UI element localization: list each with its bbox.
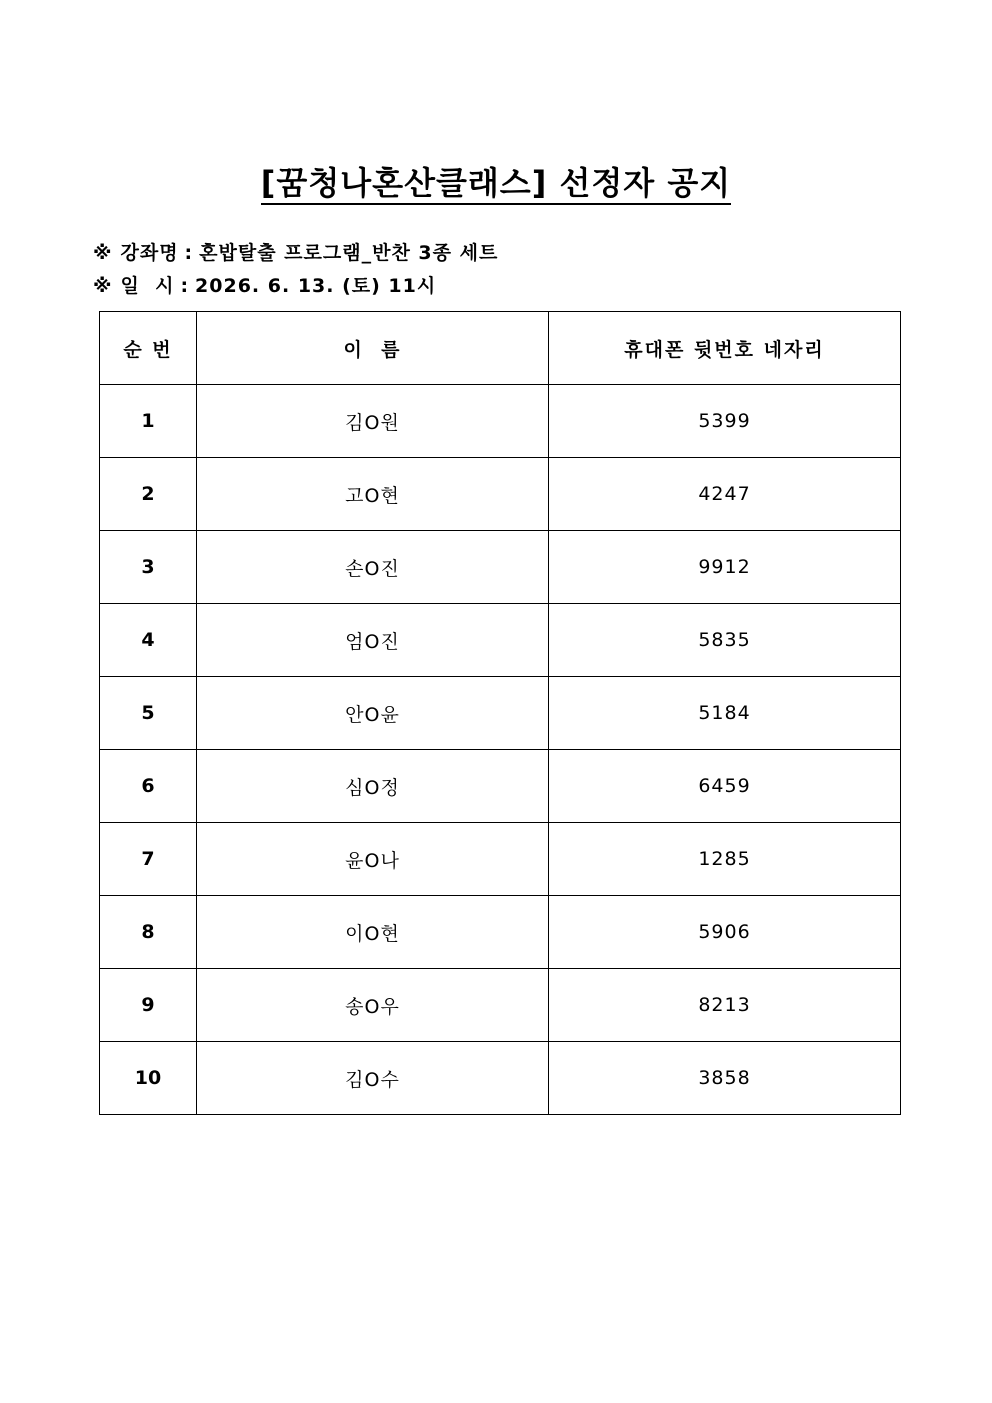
table-row [100, 458, 901, 531]
row-name: 고O현 [197, 458, 549, 531]
row-name: 심O정 [197, 750, 549, 823]
row-number: 5 [100, 677, 197, 750]
row-name: 이O현 [197, 896, 549, 969]
table-row [100, 604, 901, 677]
page-title-text: [꿈청나혼산클래스] 선정자 공지 [261, 164, 731, 205]
row-phone: 1285 [549, 823, 901, 896]
course-info-line [93, 238, 498, 265]
row-phone: 9912 [549, 531, 901, 604]
row-phone: 3858 [549, 1042, 901, 1115]
table-row [100, 969, 901, 1042]
row-name: 엄O진 [197, 604, 549, 677]
date-label: 일 시 [120, 275, 175, 297]
table-row [100, 385, 901, 458]
header-number: 순 번 [100, 312, 197, 385]
row-phone: 5906 [549, 896, 901, 969]
course-label: 강좌명 [120, 242, 179, 264]
row-phone: 6459 [549, 750, 901, 823]
table-row [100, 1042, 901, 1115]
row-phone: 5399 [549, 385, 901, 458]
selectee-table [99, 311, 901, 1115]
date-separator: : [180, 275, 190, 297]
row-phone: 8213 [549, 969, 901, 1042]
date-info-line [93, 271, 436, 298]
date-value: 2026. 6. 13. (토) 11시 [195, 275, 437, 297]
row-phone: 4247 [549, 458, 901, 531]
row-name: 김O원 [197, 385, 549, 458]
reference-mark: ※ [93, 242, 113, 264]
row-number: 2 [100, 458, 197, 531]
table-row [100, 823, 901, 896]
row-number: 8 [100, 896, 197, 969]
header-phone: 휴대폰 뒷번호 네자리 [549, 312, 901, 385]
row-number: 6 [100, 750, 197, 823]
row-number: 1 [100, 385, 197, 458]
row-name: 김O수 [197, 1042, 549, 1115]
row-name: 윤O나 [197, 823, 549, 896]
row-number: 4 [100, 604, 197, 677]
table-row [100, 531, 901, 604]
row-number: 7 [100, 823, 197, 896]
row-name: 손O진 [197, 531, 549, 604]
row-number: 10 [100, 1042, 197, 1115]
row-number: 9 [100, 969, 197, 1042]
course-value: 혼밥탈출 프로그램_반찬 3종 세트 [199, 242, 499, 264]
reference-mark: ※ [93, 275, 113, 297]
row-number: 3 [100, 531, 197, 604]
course-separator: : [184, 242, 194, 264]
header-name: 이 름 [197, 312, 549, 385]
row-name: 송O우 [197, 969, 549, 1042]
table-row [100, 750, 901, 823]
page-title [0, 158, 992, 204]
table-header-row [100, 312, 901, 385]
row-phone: 5835 [549, 604, 901, 677]
table-row [100, 677, 901, 750]
row-phone: 5184 [549, 677, 901, 750]
row-name: 안O윤 [197, 677, 549, 750]
table-row [100, 896, 901, 969]
